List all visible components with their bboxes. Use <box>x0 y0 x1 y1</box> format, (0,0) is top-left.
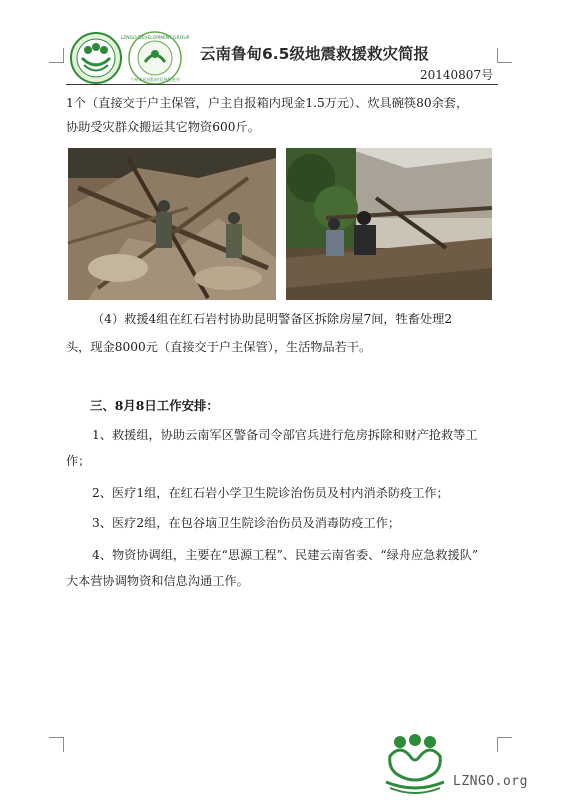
lzngo-emblem-icon <box>70 32 122 84</box>
development-group-seal-icon <box>120 30 190 86</box>
crop-mark-bottom-right <box>497 737 512 752</box>
list-item: 2、医疗1组，在红石岩小学卫生院诊治伤员及村内消杀防疫工作； <box>92 486 449 500</box>
svg-text:LZNGO DEVELOPMENT GROUP: LZNGO DEVELOPMENT GROUP <box>120 36 190 41</box>
paragraph-line: （4）救援4组在红石岩村协助昆明警备区拆除房屋7间，牲畜处理2 <box>92 312 453 326</box>
header-rule <box>66 84 498 85</box>
site-watermark: LZNGO.org <box>453 774 528 789</box>
rescue-photo-roof <box>286 148 492 300</box>
crop-mark-top-right <box>497 48 512 63</box>
list-item-continued: 作； <box>66 454 91 468</box>
list-item: 1、救援组，协助云南军区警备司令部官兵进行危房拆除和财产抢救等工 <box>92 428 478 442</box>
rescue-photo-rubble <box>68 148 276 300</box>
list-item-continued: 大本营协调物资和信息沟通工作。 <box>66 574 249 588</box>
svg-text:兰州市民间组织发展促进会: 兰州市民间组织发展促进会 <box>129 77 181 82</box>
crop-mark-top-left <box>49 48 64 63</box>
paragraph-line: 头，现金8000元（直接交于户主保管），生活物品若干。 <box>66 340 372 354</box>
issue-number: 20140807号 <box>420 68 494 82</box>
section-heading: 三、8月8日工作安排： <box>90 398 219 413</box>
crop-mark-bottom-left <box>49 737 64 752</box>
list-item: 4、物资协调组，主要在“思源工程”、民建云南省委、“绿舟应急救援队” <box>92 548 479 562</box>
paragraph-line: 协助受灾群众搬运其它物资600斤。 <box>66 120 260 134</box>
paragraph-line: 1个（直接交于户主保管，户主自报箱内现金1.5万元）、炊具碗筷80余套， <box>66 96 469 110</box>
lzngo-people-logo-icon <box>380 734 450 794</box>
list-item: 3、医疗2组，在包谷垴卫生院诊治伤员及消毒防疫工作； <box>92 516 401 530</box>
report-title: 云南鲁甸6.5级地震救援救灾简报 <box>200 45 429 63</box>
